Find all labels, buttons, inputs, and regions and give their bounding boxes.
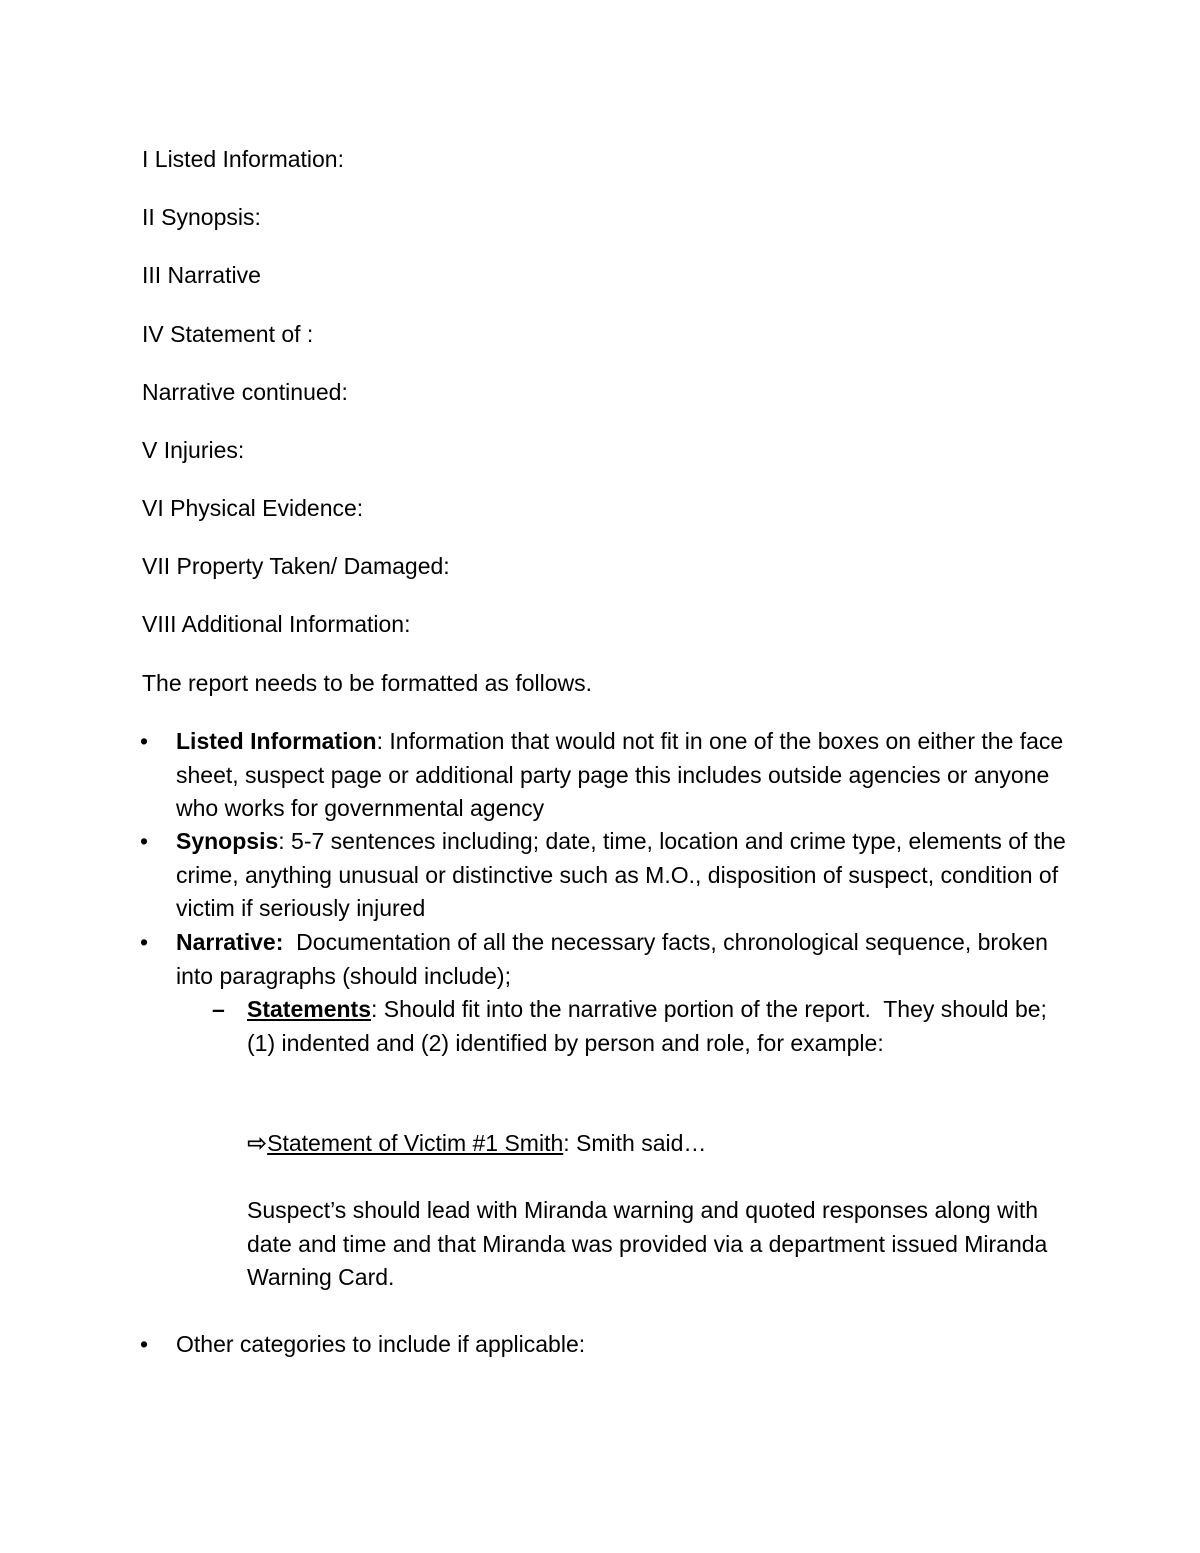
bullet-description: Documentation of all the necessary facts, chronological sequence, broken into paragraphs (should include); [176, 929, 1055, 989]
heading-listed-information: I Listed Information: [142, 146, 344, 172]
bullet-synopsis [176, 825, 1076, 926]
bullet-term: Synopsis [176, 828, 279, 854]
sub-item-term [247, 996, 371, 1022]
sub-item-term-label: Statements [247, 996, 371, 1022]
heading-injuries: V Injuries: [142, 437, 245, 463]
bullet-marker: • [140, 1331, 149, 1357]
bullet-separator: : [376, 728, 390, 754]
example-statement [247, 1127, 706, 1160]
bullet-marker: • [140, 728, 149, 754]
bullet-description: Information that would not fit in one of the boxes on either the face sheet, suspect page or additional party page this includes outside agencies or anyone who works for governmental agency [176, 728, 1064, 821]
heading-narrative: III Narrative [142, 262, 261, 288]
heading-statement-of: IV Statement of : [142, 321, 314, 347]
bullet-marker: • [140, 828, 149, 854]
example-statement-text: : Smith said… [563, 1130, 707, 1156]
sub-item-separator: : [370, 996, 384, 1022]
bullet-separator [283, 929, 296, 955]
heading-synopsis: II Synopsis: [142, 204, 261, 230]
heading-physical-evidence: VI Physical Evidence: [142, 495, 364, 521]
suspect-note: Suspect’s should lead with Miranda warning and quoted responses along with date and time and that Miranda was provided via a department issued Miranda Warning Card. [247, 1197, 1048, 1290]
heading-narrative-continued: Narrative continued: [142, 379, 348, 405]
heading-additional-information: VIII Additional Information: [142, 611, 411, 637]
bullet-narrative [176, 926, 1076, 993]
bullet-term: Narrative: [176, 929, 284, 955]
bullet-description: 5-7 sentences including; date, time, location and crime type, elements of the crime, anything unusual or distinctive such as M.O., disposition of suspect, condition of victim if seriously injured [176, 828, 1066, 921]
sub-item-description: Should fit into the narrative portion of the report. They should be; (1) indented and (2) identified by person and role, for example: [247, 996, 1054, 1056]
bullet-other-categories: Other categories to include if applicable: [176, 1331, 586, 1357]
bullet-marker: • [140, 929, 149, 955]
bullet-separator: : [278, 828, 292, 854]
bullet-term: Listed Information [176, 728, 377, 754]
bullet-listed-information [176, 725, 1076, 826]
intro-text: The report needs to be formatted as follows. [142, 670, 593, 696]
sub-item-dash: – [212, 996, 225, 1022]
example-statement-label: Statement of Victim #1 Smith [267, 1130, 564, 1156]
right-arrow-icon: ⇨ [247, 1130, 268, 1157]
heading-property-taken-damaged: VII Property Taken/ Damaged: [142, 553, 450, 579]
sub-item-statements [247, 993, 1067, 1060]
